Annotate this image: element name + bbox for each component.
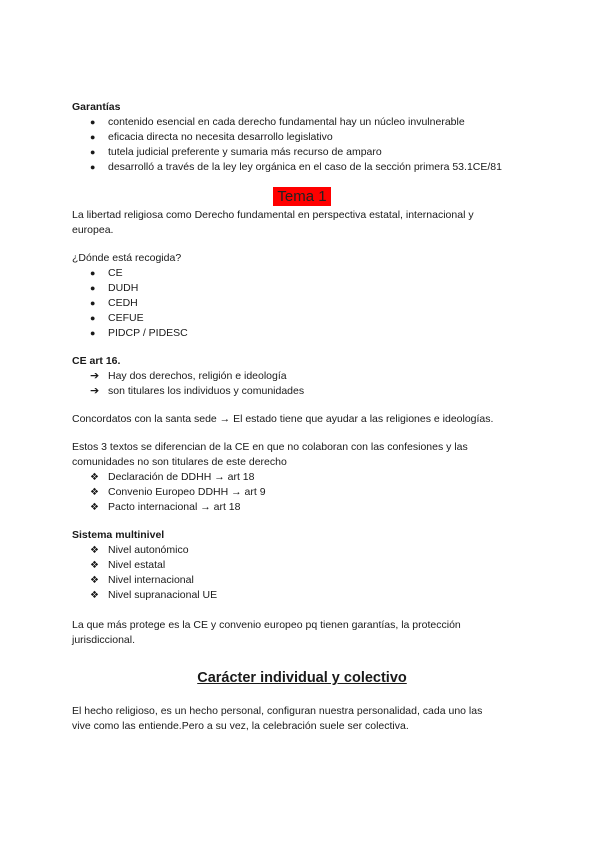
donde-question: ¿Dónde está recogida? (72, 252, 182, 264)
arrow-icon: ➔ (90, 385, 100, 397)
list-item: ❖ Nivel internacional (90, 574, 194, 586)
arrow-icon: ➔ (90, 370, 100, 382)
bullet-icon: ● (90, 298, 96, 308)
caracter-line: vive como las entiende.Pero a su vez, la celebración suele ser colectiva. (72, 720, 409, 732)
list-item: ● contenido esencial en cada derecho fundamental hay un núcleo invulnerable (90, 116, 465, 128)
diamond-icon: ❖ (90, 502, 99, 513)
list-item: ● desarrolló a través de la ley ley orgánica en el caso de la sección primera 53.1CE/81 (90, 161, 502, 173)
caracter-line: El hecho religioso, es un hecho personal, configuran nuestra personalidad, cada uno las (72, 705, 483, 717)
list-item: ❖ Nivel estatal (90, 559, 166, 571)
bullet-icon: ● (90, 147, 96, 157)
diamond-icon: ❖ (90, 545, 99, 556)
tema-heading-wrap (72, 187, 532, 206)
protege-line: jurisdiccional. (72, 634, 136, 646)
textos-line: Estos 3 textos se diferencian de la CE en que no colaboran con las confesiones y las (72, 441, 468, 453)
list-item: ❖ Convenio Europeo DDHH → art 9 (90, 486, 266, 498)
diamond-icon: ❖ (90, 590, 99, 601)
list-item: ❖ Nivel supranacional UE (90, 589, 218, 601)
list-item: ➔ son titulares los individuos y comunidades (90, 385, 305, 397)
diamond-icon: ❖ (90, 472, 99, 483)
bullet-icon: ● (90, 328, 96, 338)
donde-list (72, 266, 532, 341)
bullet-icon: ● (90, 268, 96, 278)
bullet-icon: ● (90, 283, 96, 293)
sistema-heading: Sistema multinivel (72, 529, 165, 541)
tema-heading: Tema 1 (273, 187, 330, 206)
garantias-list (72, 115, 532, 175)
protege-line: La que más protege es la CE y convenio europeo pq tienen garantías, la protección (72, 619, 461, 631)
caracter-heading: Carácter individual y colectivo (197, 670, 407, 686)
list-item: ● CEDH (90, 297, 138, 309)
list-item: ● eficacia directa no necesita desarrollo legislativo (90, 131, 333, 143)
list-item: ● PIDCP / PIDESC (90, 327, 188, 339)
ce-art16-list (72, 369, 532, 399)
list-item: ● CE (90, 267, 123, 279)
garantias-heading: Garantías (72, 101, 121, 113)
bullet-icon: ● (90, 313, 96, 323)
list-item: ❖ Nivel autonómico (90, 544, 189, 556)
list-item: ● DUDH (90, 282, 139, 294)
textos-list (72, 470, 532, 515)
intro-line: europea. (72, 224, 114, 236)
document-page (72, 100, 532, 734)
diamond-icon: ❖ (90, 560, 99, 571)
list-item: ● tutela judicial preferente y sumaria más recurso de amparo (90, 146, 382, 158)
bullet-icon: ● (90, 132, 96, 142)
list-item: ➔ Hay dos derechos, religión e ideología (90, 370, 287, 382)
diamond-icon: ❖ (90, 487, 99, 498)
bullet-icon: ● (90, 162, 96, 172)
sistema-list (72, 543, 532, 603)
list-item: ❖ Declaración de DDHH → art 18 (90, 471, 255, 483)
list-item: ❖ Pacto internacional → art 18 (90, 501, 241, 513)
concordatos-text: Concordatos con la santa sede → El estado tiene que ayudar a las religiones e ideologías. (72, 413, 494, 425)
diamond-icon: ❖ (90, 575, 99, 586)
intro-line: La libertad religiosa como Derecho fundamental en perspectiva estatal, internacional y (72, 209, 474, 221)
bullet-icon: ● (90, 117, 96, 127)
list-item: ● CEFUE (90, 312, 144, 324)
ce-art16-heading: CE art 16. (72, 355, 121, 367)
textos-line: comunidades no son titulares de este derecho (72, 456, 287, 468)
